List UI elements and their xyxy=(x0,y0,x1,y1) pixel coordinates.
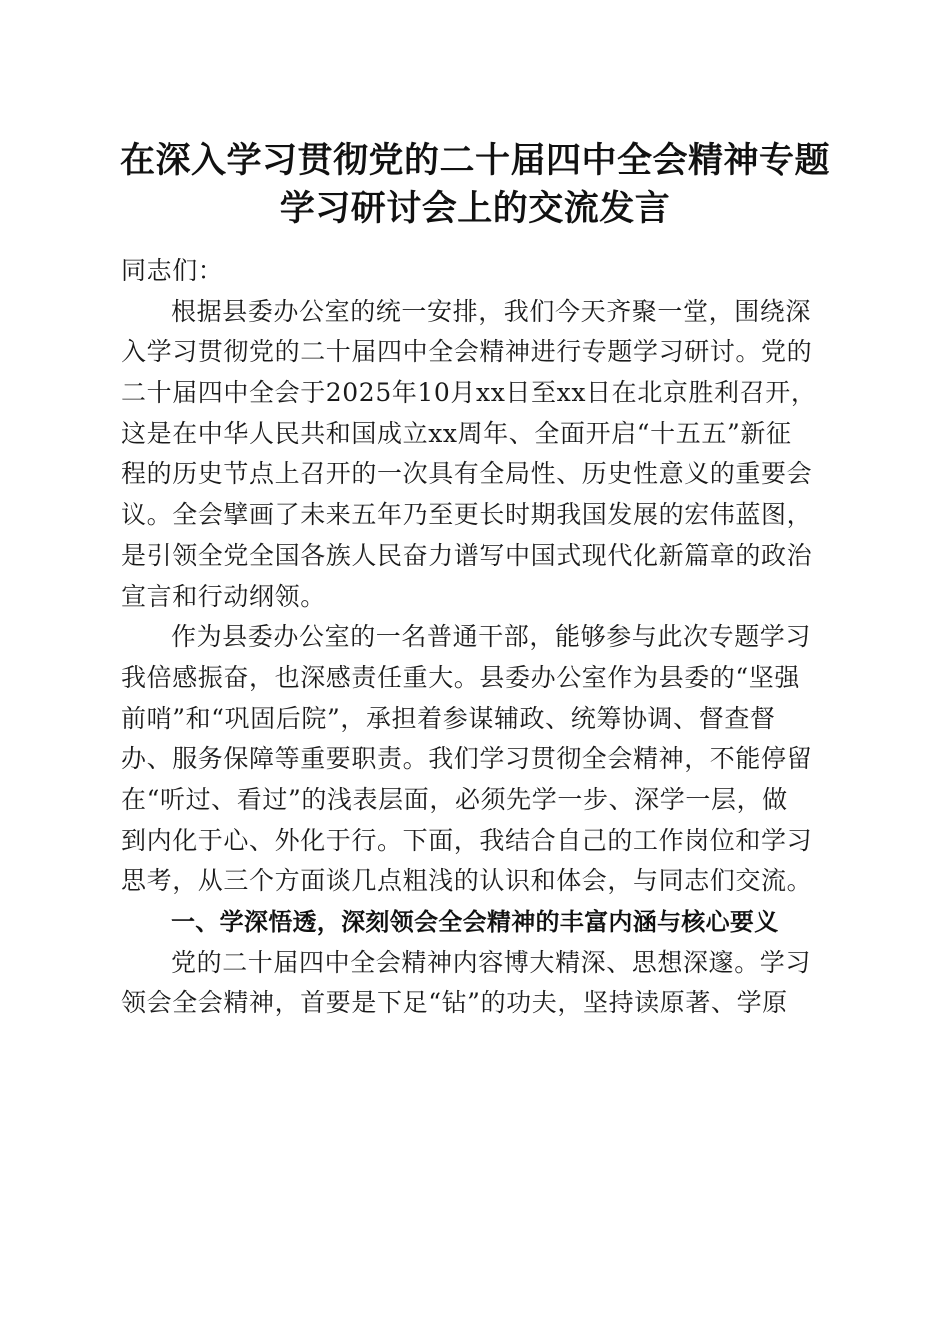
document-body xyxy=(121,251,826,1024)
paragraph-line: 思考，从三个方面谈几点粗浅的认识和体会，与同志们交流。 xyxy=(121,866,813,896)
paragraph-line: 作为县委办公室的一名普通干部，能够参与此次专题学习 xyxy=(171,622,812,652)
paragraph-line: 根据县委办公室的统一安排，我们今天齐聚一堂，围绕深 xyxy=(171,296,812,326)
paragraph-3 xyxy=(121,943,826,1024)
section-heading-1: 一、学深悟透，深刻领会全会精神的丰富内涵与核心要义 xyxy=(171,908,779,936)
paragraph-line: 前哨”和“巩固后院”，承担着参谋辅政、统筹协调、督查督 xyxy=(121,703,776,733)
paragraph-1 xyxy=(121,292,826,618)
paragraph-line: 党的二十届四中全会精神内容博大精深、思想深邃。学习 xyxy=(171,947,812,977)
paragraph-line: 二十届四中全会于2025年10月xx日至xx日在北京胜利召开， xyxy=(121,378,817,408)
paragraph-line: 宣言和行动纲领。 xyxy=(121,581,326,611)
paragraph-line: 办、服务保障等重要职责。我们学习贯彻全会精神，不能停留 xyxy=(121,744,813,774)
paragraph-line: 入学习贯彻党的二十届四中全会精神进行专题学习研讨。党的 xyxy=(121,337,813,367)
salutation: 同志们： xyxy=(121,256,224,285)
paragraph-line: 我倍感振奋，也深感责任重大。县委办公室作为县委的“坚强 xyxy=(121,662,800,692)
document-title-line-1: 在深入学习贯彻党的二十届四中全会精神专题 xyxy=(119,140,830,181)
paragraph-line: 这是在中华人民共和国成立xx周年、全面开启“十五五”新征 xyxy=(121,418,792,448)
paragraph-line: 程的历史节点上召开的一次具有全局性、历史性意义的重要会 xyxy=(121,459,813,489)
paragraph-line: 在“听过、看过”的浅表层面，必须先学一步、深学一层，做 xyxy=(121,784,788,814)
paragraph-line: 到内化于心、外化于行。下面，我结合自己的工作岗位和学习 xyxy=(121,825,813,855)
paragraph-line: 是引领全党全国各族人民奋力谱写中国式现代化新篇章的政治 xyxy=(121,540,813,570)
paragraph-line: 议。全会擘画了未来五年乃至更长时期我国发展的宏伟蓝图， xyxy=(121,500,813,530)
paragraph-2 xyxy=(121,617,826,902)
paragraph-line: 领会全会精神，首要是下足“钻”的功夫，坚持读原著、学原 xyxy=(121,988,788,1018)
document-title-line-2: 学习研讨会上的交流发言 xyxy=(279,188,671,229)
